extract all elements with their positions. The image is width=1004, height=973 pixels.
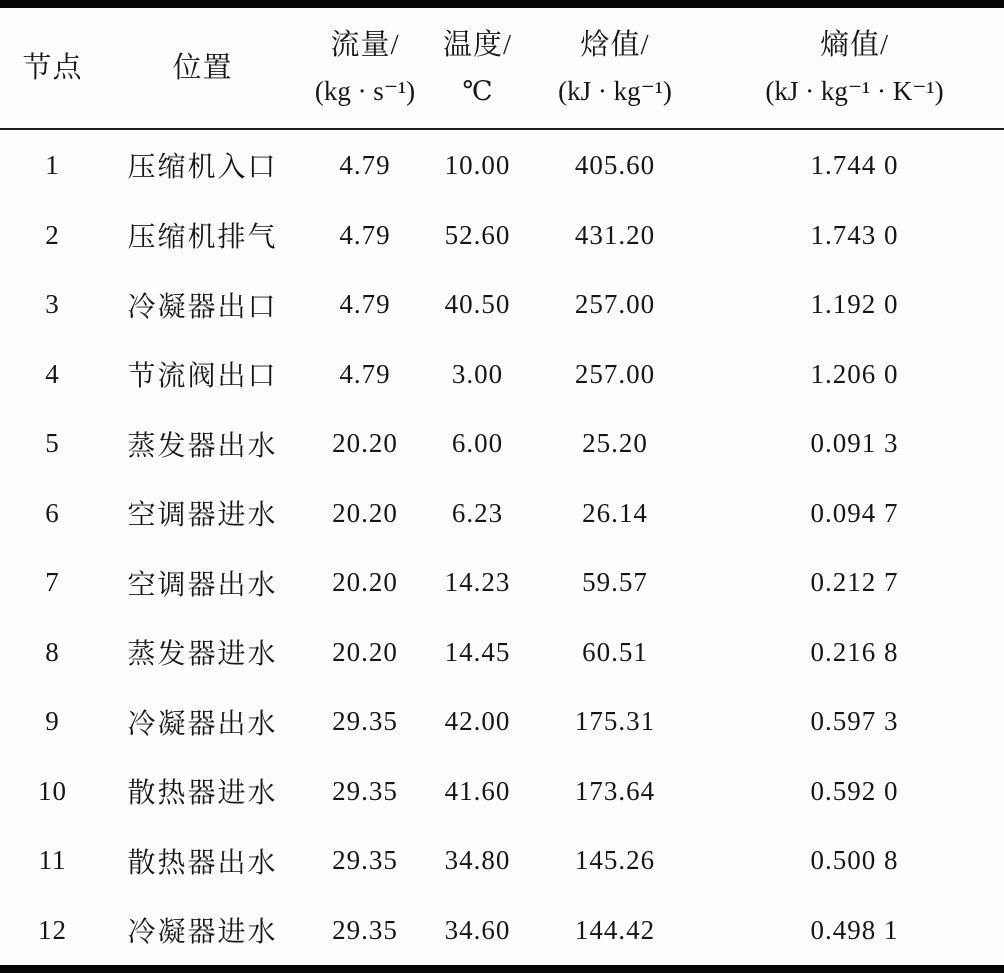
cell-temperature: 6.00 [451, 428, 504, 459]
cell-entropy: 0.592 0 [810, 775, 899, 806]
cell-node: 6 [45, 497, 60, 528]
table-row [0, 409, 1004, 479]
table-row [0, 826, 1004, 896]
cell-enthalpy: 145.26 [574, 845, 656, 876]
cell-flow: 20.20 [332, 636, 398, 667]
cell-flow: 4.79 [339, 358, 391, 389]
cell-position: 压缩机排气 [127, 222, 278, 253]
table-row [0, 756, 1004, 826]
cell-entropy: 1.743 0 [810, 219, 899, 250]
cell-entropy: 1.744 0 [810, 149, 899, 180]
cell-temperature: 10.00 [444, 149, 511, 180]
cell-node: 12 [38, 914, 67, 945]
table-row [0, 895, 1004, 965]
col-header-entropy-unit: (kJ · kg⁻¹ · K⁻¹) [765, 76, 944, 106]
col-header-enthalpy [525, 8, 705, 129]
cell-node: 3 [45, 289, 60, 320]
cell-position: 散热器进水 [127, 778, 278, 810]
cell-temperature: 14.45 [444, 636, 511, 667]
table-body [0, 129, 1004, 965]
table-row [0, 200, 1004, 270]
cell-entropy: 0.500 8 [810, 845, 899, 876]
cell-enthalpy: 257.00 [574, 289, 656, 320]
cell-flow: 20.20 [332, 428, 398, 459]
cell-node: 11 [38, 845, 67, 876]
cell-enthalpy: 59.57 [582, 567, 648, 598]
cell-flow: 4.79 [339, 149, 391, 180]
cell-entropy: 0.498 1 [810, 914, 899, 945]
col-header-flow [300, 8, 430, 129]
cell-temperature: 40.50 [444, 289, 511, 320]
col-header-flow-unit: (kg · s⁻¹) [314, 76, 416, 106]
cell-flow: 29.35 [332, 845, 398, 876]
cell-enthalpy: 175.31 [574, 706, 656, 737]
col-header-entropy [705, 8, 1004, 129]
cell-temperature: 34.80 [444, 845, 511, 876]
table-row [0, 339, 1004, 409]
col-header-node [0, 8, 105, 129]
cell-flow: 20.20 [332, 567, 398, 598]
cell-position: 蒸发器出水 [127, 430, 278, 462]
cell-node: 2 [45, 219, 60, 250]
cell-temperature: 52.60 [444, 219, 511, 250]
header-row [0, 8, 1004, 129]
cell-entropy: 0.091 3 [810, 428, 899, 459]
cell-enthalpy: 257.00 [574, 358, 656, 389]
cell-entropy: 1.192 0 [810, 289, 899, 320]
cell-temperature: 42.00 [444, 706, 511, 737]
thermo-node-table [0, 8, 1004, 965]
cell-node: 9 [45, 706, 60, 737]
cell-position: 压缩机入口 [127, 152, 278, 184]
table-row [0, 129, 1004, 200]
cell-position: 冷凝器出水 [127, 708, 278, 740]
col-header-flow-label: 流量/ [330, 29, 400, 61]
col-header-node-label: 节点 [22, 51, 83, 84]
cell-flow: 4.79 [339, 289, 391, 320]
cell-flow: 29.35 [332, 914, 398, 945]
cell-enthalpy: 173.64 [574, 775, 656, 806]
cell-node: 1 [45, 149, 60, 180]
cell-enthalpy: 405.60 [574, 149, 656, 180]
table-row [0, 617, 1004, 687]
col-header-position [105, 8, 300, 129]
cell-enthalpy: 25.20 [582, 428, 648, 459]
cell-enthalpy: 431.20 [574, 219, 656, 250]
col-header-temperature-label: 温度/ [442, 29, 513, 61]
cell-flow: 29.35 [332, 775, 398, 806]
col-header-enthalpy-unit: (kJ · kg⁻¹) [558, 76, 672, 106]
table-row [0, 687, 1004, 757]
cell-position: 空调器出水 [127, 569, 278, 601]
cell-flow: 29.35 [332, 706, 398, 737]
cell-position: 蒸发器进水 [127, 639, 278, 671]
cell-temperature: 14.23 [444, 567, 511, 598]
col-header-position-label: 位置 [172, 51, 233, 84]
cell-enthalpy: 26.14 [582, 497, 648, 528]
cell-position: 散热器出水 [127, 847, 278, 879]
cell-temperature: 6.23 [451, 497, 504, 528]
cell-position: 空调器进水 [127, 500, 278, 532]
cell-node: 7 [45, 567, 60, 598]
cell-entropy: 0.597 3 [810, 706, 899, 737]
cell-node: 10 [38, 775, 67, 806]
cell-entropy: 1.206 0 [810, 358, 899, 389]
cell-temperature: 41.60 [444, 775, 511, 806]
col-header-entropy-label: 熵值/ [819, 29, 890, 61]
table-header [0, 8, 1004, 129]
table-row [0, 270, 1004, 340]
cell-node: 5 [45, 428, 60, 459]
cell-enthalpy: 60.51 [582, 636, 648, 667]
col-header-temperature [430, 8, 525, 129]
cell-flow: 4.79 [339, 219, 391, 250]
col-header-enthalpy-label: 焓值/ [580, 29, 650, 61]
cell-position: 节流阀出口 [127, 361, 278, 393]
cell-entropy: 0.212 7 [810, 567, 899, 598]
cell-temperature: 3.00 [451, 358, 504, 389]
table-row [0, 548, 1004, 618]
cell-position: 冷凝器进水 [127, 917, 278, 949]
cell-flow: 20.20 [332, 497, 398, 528]
cell-entropy: 0.216 8 [810, 636, 899, 667]
cell-node: 8 [45, 636, 60, 667]
table-row [0, 478, 1004, 548]
cell-node: 4 [45, 358, 60, 389]
col-header-temperature-unit: ℃ [462, 76, 493, 106]
cell-temperature: 34.60 [444, 914, 511, 945]
cell-position: 冷凝器出口 [127, 291, 278, 323]
cell-enthalpy: 144.42 [574, 914, 656, 945]
cell-entropy: 0.094 7 [810, 497, 899, 528]
